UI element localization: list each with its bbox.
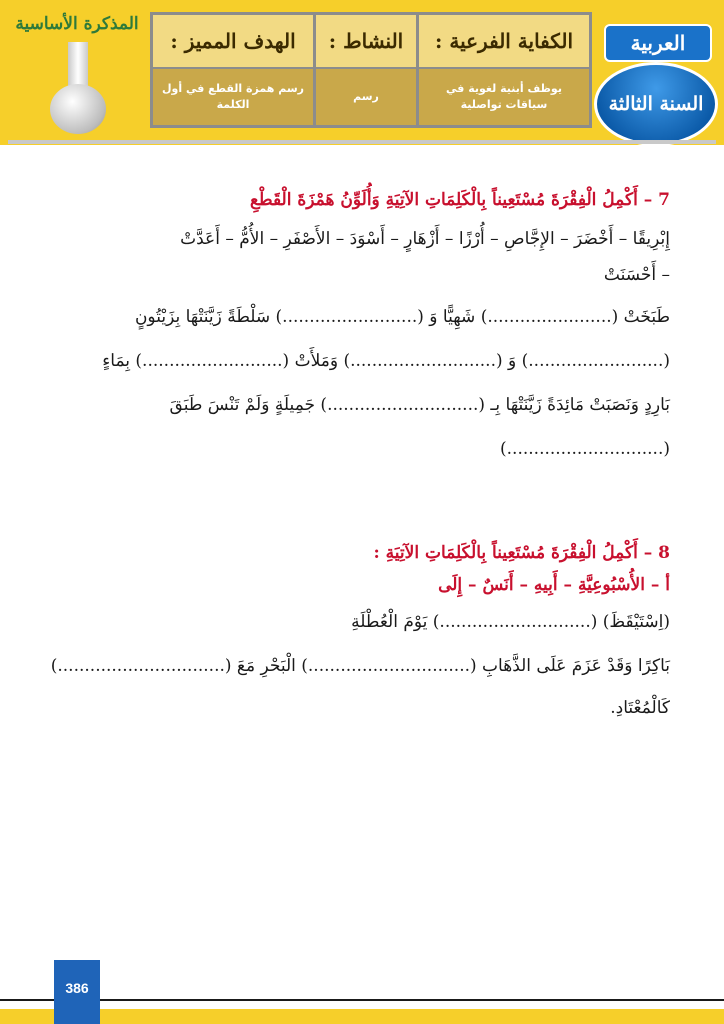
goal-label: الهدف المميز :: [153, 15, 313, 69]
lesson-info-table: [150, 12, 592, 128]
exercise-7-paragraph-line3: بَارِدٍ وَنَصَبَتْ مَائِدَةً زَيَّنَتْهَا بِـ (............................) جَمِيلَةٍ وَلَمْ تَنْسَ طَبَقَ: [169, 395, 670, 415]
exercise-8-title: 8 – أَكْمِلُ الْفِقْرَةَ مُسْتَعِيناً بِالْكَلِمَاتِ الآتِيَةِ :: [373, 543, 670, 563]
exercise-8-paragraph-line3: كَالْمُعْتَادِ.: [610, 698, 670, 718]
goal-value: رسم همزة القطع في أول الكلمة: [153, 69, 313, 125]
year-badge: السنة الثالثة: [594, 62, 718, 146]
exercise-7-paragraph-line1: طَبَخَتْ (.......................) شَهِيًّا وَ (.........................) سَلْطَةً زَيَّنَتْهَا بِزَيْتُونٍ: [134, 307, 670, 327]
exercise-7-title: 7 – أَكْمِلُ الْفِقْرَةَ مُسْتَعِيناً بِالْكَلِمَاتِ الآتِيَةِ وَأُلَوِّنُ هَمْزَةَ الْقَطْعِ: [249, 190, 670, 210]
exercise-8-paragraph-line2: بَاكِرًا وَقَدْ عَزَمَ عَلَى الذَّهَابِ (..............................) الْبَحْرِ مَعَ (...............................): [50, 656, 670, 676]
activity-value: رسم: [316, 69, 416, 125]
subject-badge: العربية: [604, 24, 712, 62]
exercise-7-paragraph-line2: (.........................) وَ (...........................) وَمَلأَتْ (..........................) بِمَاءٍ: [102, 351, 670, 371]
competency-value: يوظف أبنية لغوية في سياقات تواصلية: [419, 69, 589, 125]
logo: [12, 6, 142, 134]
logo-ball-shape: [50, 84, 106, 134]
footer-band: [0, 1009, 724, 1024]
logo-neck-shape: [68, 42, 88, 88]
logo-title: المذكرة الأساسية: [15, 14, 139, 34]
exercise-7: [50, 190, 670, 462]
competency-column: [416, 15, 589, 125]
page-header: [0, 0, 724, 145]
exercise-7-words-line2: – أَحْسَنَتْ: [603, 265, 670, 285]
exercise-7-paragraph-line4: (.............................): [500, 439, 670, 459]
activity-column: [313, 15, 416, 125]
header-shadow: [8, 140, 716, 144]
activity-label: النشاط :: [316, 15, 416, 69]
page-number: 386: [54, 960, 100, 1024]
footer-rule: [0, 999, 724, 1001]
competency-label: الكفاية الفرعية :: [419, 15, 589, 69]
exercise-7-words-line1: إِبْرِيقًا – أَخْضَرَ – الإِجَّاصِ – أُرْزًا – أَزْهَارٍ – أَسْوَدَ – الأَصْفَرِ – الأُمُّ – أَعَدَّتْ: [180, 229, 670, 249]
exercise-8-paragraph-line1: (اِسْتَيْقَظَ) (............................) يَوْمَ الْعُطْلَةِ: [351, 612, 670, 632]
goal-column: [153, 15, 313, 125]
exercise-8: [50, 543, 670, 721]
exercise-8-words: أ – الأُسْبُوعِيَّةِ – أَبِيهِ – أَنَسٌ – إِلَى: [438, 575, 670, 595]
